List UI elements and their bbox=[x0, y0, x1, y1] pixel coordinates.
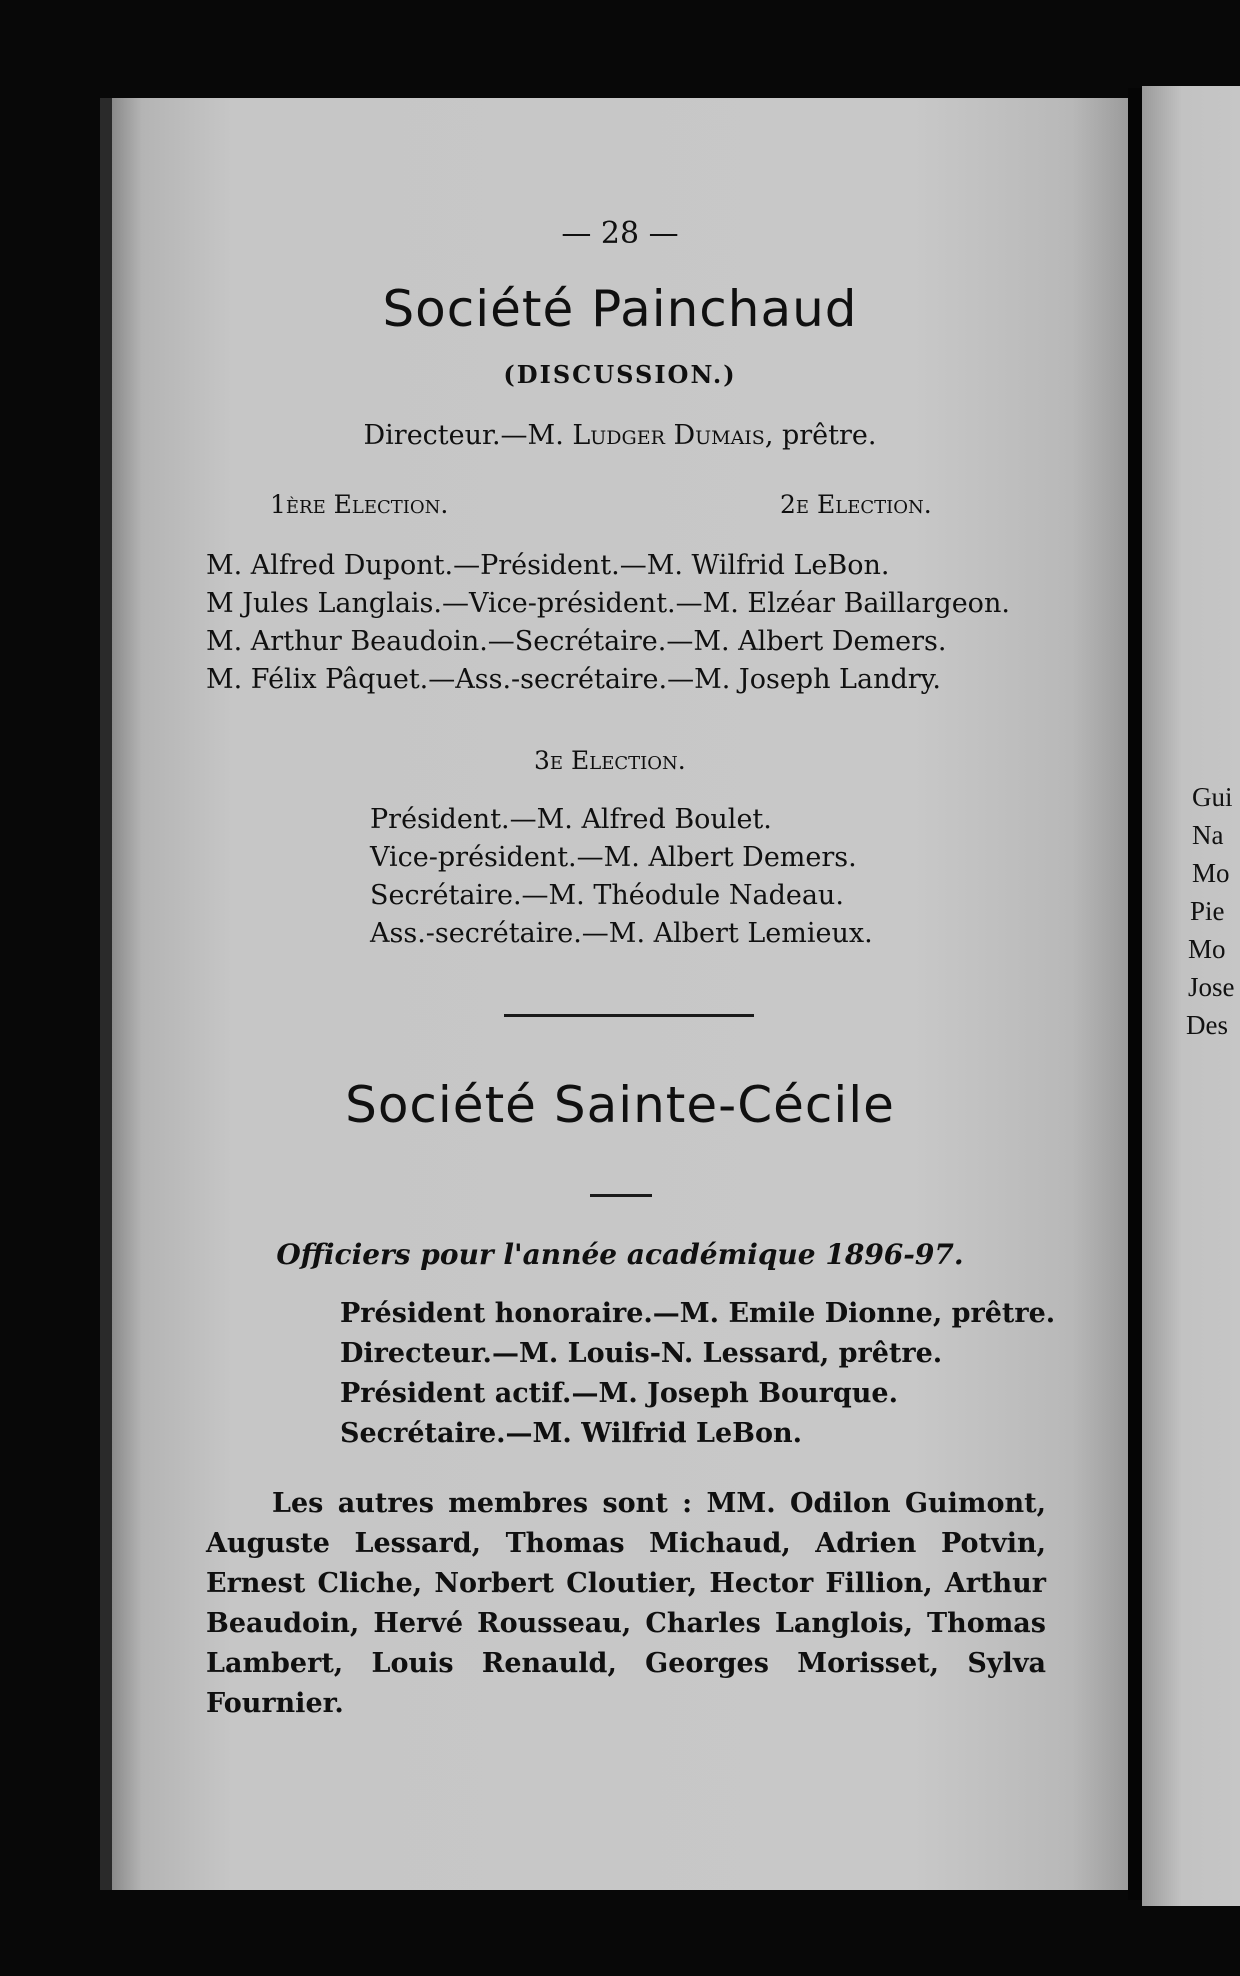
officer-row: M Jules Langlais.—Vice-président.—M. Elzéar Baillargeon. bbox=[206, 588, 1010, 619]
section-title-sainte-cecile: Société Sainte-Cécile bbox=[345, 1076, 895, 1134]
section-title-painchaud: Société Painchaud bbox=[382, 280, 858, 338]
adjacent-fragment: Mo bbox=[1188, 934, 1226, 964]
adjacent-fragment: Mo bbox=[1192, 858, 1230, 888]
officer-row: M. Alfred Dupont.—Président.—M. Wilfrid LeBon. bbox=[206, 550, 890, 581]
officer-row: Président actif.—M. Joseph Bourque. bbox=[340, 1378, 898, 1409]
officer-row: Directeur.—M. Louis-N. Lessard, prêtre. bbox=[340, 1338, 943, 1369]
title-underline bbox=[590, 1194, 652, 1197]
section-subtitle-discussion: (DISCUSSION.) bbox=[503, 360, 737, 389]
election-heading-2: 2e Election. bbox=[780, 490, 932, 519]
section-divider bbox=[504, 1014, 754, 1017]
officer-row: Ass.-secrétaire.—M. Albert Lemieux. bbox=[370, 918, 873, 949]
officer-row: Secrétaire.—M. Wilfrid LeBon. bbox=[340, 1418, 802, 1449]
director-name: Ludger Dumais bbox=[572, 420, 765, 451]
director-suffix: , prêtre. bbox=[764, 420, 877, 451]
adjacent-fragment: Des bbox=[1186, 1010, 1228, 1040]
election-heading-1: 1ère Election. bbox=[270, 490, 449, 519]
election-heading-3: 3e Election. bbox=[534, 746, 686, 775]
officer-row: Secrétaire.—M. Théodule Nadeau. bbox=[370, 880, 844, 911]
section-subtitle-officers: Officiers pour l'année académique 1896-97. bbox=[276, 1238, 964, 1271]
officer-row: Président honoraire.—M. Emile Dionne, prêtre. bbox=[340, 1298, 1056, 1329]
page-gutter bbox=[1128, 88, 1142, 1900]
officer-row: Vice-président.—M. Albert Demers. bbox=[370, 842, 857, 873]
officer-row: M. Félix Pâquet.—Ass.-secrétaire.—M. Joseph Landry. bbox=[206, 664, 941, 695]
members-paragraph: Les autres membres sont : MM. Odilon Guimont, Auguste Lessard, Thomas Michaud, Adrien Potvin, Ernest Cliche, Norbert Cloutier, Hector Fillion, Arthur Beaudoin, Hervé Rousseau, Charles Langlois, Thomas Lambert, Louis Renauld, Georges Morisset, Sylva Fournier. bbox=[206, 1488, 1046, 1719]
officer-row: M. Arthur Beaudoin.—Secrétaire.—M. Albert Demers. bbox=[206, 626, 947, 657]
adjacent-fragment: Pie bbox=[1190, 896, 1225, 926]
adjacent-fragment: Jose bbox=[1188, 972, 1235, 1002]
book-page bbox=[112, 98, 1128, 1890]
adjacent-fragment: Gui bbox=[1192, 782, 1233, 812]
adjacent-page bbox=[1142, 86, 1240, 1906]
director-line bbox=[112, 420, 1128, 451]
officer-row: Président.—M. Alfred Boulet. bbox=[370, 804, 772, 835]
page-number: — 28 — bbox=[561, 216, 679, 251]
adjacent-fragment: Na bbox=[1192, 820, 1224, 850]
director-prefix: Directeur.—M. bbox=[363, 420, 573, 451]
